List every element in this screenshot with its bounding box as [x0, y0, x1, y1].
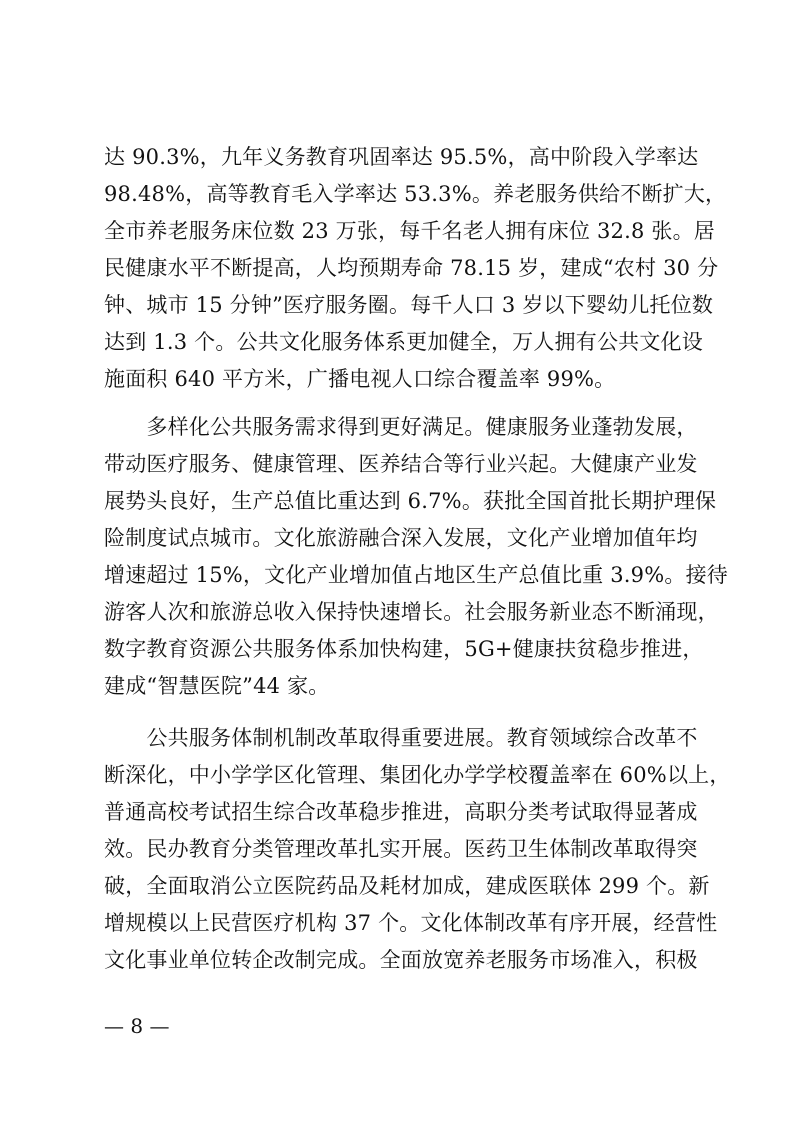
- text-line: 游客人次和旅游总收入保持快速增长。社会服务新业态不断涌现，: [104, 600, 719, 624]
- text-line: 全市养老服务床位数 23 万张，每千名老人拥有床位 32.8 张。居: [104, 219, 715, 243]
- text-line: 钟、城市 15 分钟”医疗服务圈。每千人口 3 岁以下婴幼儿托位数: [104, 293, 714, 317]
- text-line: 民健康水平不断提高，人均预期寿命 78.15 岁，建成“农村 30 分: [104, 256, 719, 280]
- text-line: 数字教育资源公共服务体系加快构建，5G+健康扶贫稳步推进，: [104, 637, 704, 661]
- text-line: 断深化，中小学学区化管理、集团化办学学校覆盖率在 60%以上，: [104, 763, 731, 787]
- text-line: 普通高校考试招生综合改革稳步推进，高职分类考试取得显著成: [104, 800, 698, 824]
- text-line: 建成“智慧医院”44 家。: [104, 674, 330, 698]
- text-line: 达到 1.3 个。公共文化服务体系更加健全，万人拥有公共文化设: [104, 330, 703, 354]
- text-line: 多样化公共服务需求得到更好满足。健康服务业蓬勃发展，: [104, 415, 698, 439]
- text-line: 达 90.3%，九年义务教育巩固率达 95.5%，高中阶段入学率达: [104, 145, 699, 169]
- text-line: 效。民办教育分类管理改革扎实开展。医药卫生体制改革取得突: [104, 837, 698, 861]
- text-line: 98.48%，高等教育毛入学率达 53.3%。养老服务供给不断扩大，: [104, 182, 727, 206]
- text-line: 展势头良好，生产总值比重达到 6.7%。获批全国首批长期护理保: [104, 489, 717, 513]
- text-line: 破，全面取消公立医院药品及耗材加成，建成医联体 299 个。新: [104, 874, 710, 898]
- text-line: 公共服务体制机制改革取得重要进展。教育领域综合改革不: [104, 726, 698, 750]
- text-line: 增规模以上民营医疗机构 37 个。文化体制改革有序开展，经营性: [104, 911, 718, 935]
- text-line: 带动医疗服务、健康管理、医养结合等行业兴起。大健康产业发: [104, 452, 698, 476]
- text-line: 增速超过 15%，文化产业增加值占地区生产总值比重 3.9%。接待: [104, 563, 728, 587]
- text-line: 施面积 640 平方米，广播电视人口综合覆盖率 99%。: [104, 367, 616, 391]
- page-number: — 8 —: [104, 1014, 170, 1038]
- text-line: 文化事业单位转企改制完成。全面放宽养老服务市场准入，积极: [104, 948, 698, 972]
- text-line: 险制度试点城市。文化旅游融合深入发展，文化产业增加值年均: [104, 526, 698, 550]
